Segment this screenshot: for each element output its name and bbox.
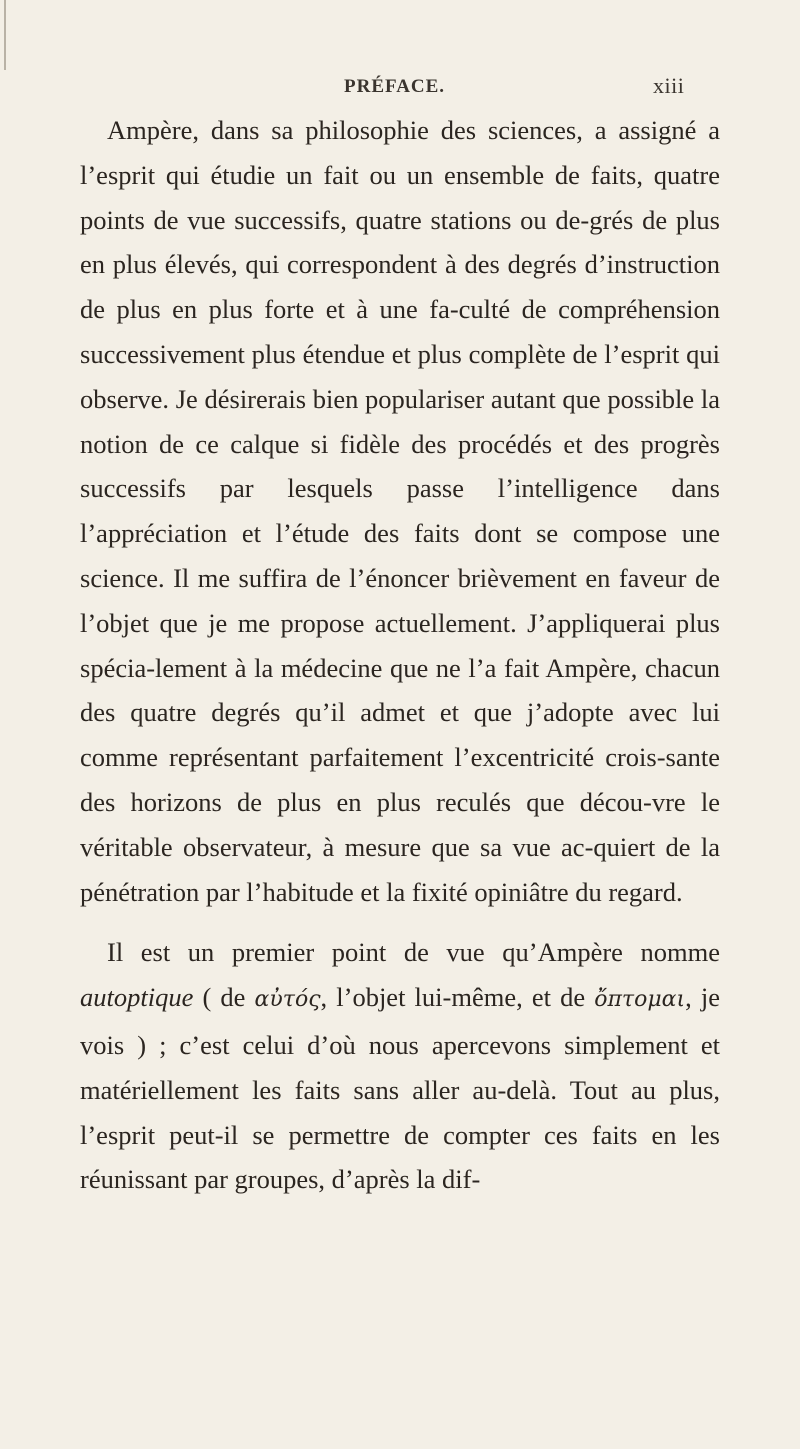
page-edge-line bbox=[4, 0, 6, 70]
running-title: PRÉFACE. bbox=[344, 76, 446, 97]
paragraph-2-gloss: , l’objet lui-même, et de bbox=[320, 982, 595, 1013]
page-number: xiii bbox=[653, 73, 685, 98]
greek-word-autos: αὐτός bbox=[254, 987, 321, 1013]
paragraph-2-rest: , je vois ) ; c’est celui d’où nous apercevons simplement et matériellement les faits sans aller au-delà. Tout au plus, l’esprit peut-il se permettre de compter ces faits en les réunissant par groupes, d’après la dif- bbox=[80, 982, 720, 1195]
greek-word-optomai: ὄπτομαι bbox=[594, 987, 686, 1013]
term-autoptique: autoptique bbox=[80, 982, 194, 1013]
paragraph-2-paren-open: ( de bbox=[193, 982, 255, 1013]
paragraph-2 bbox=[80, 930, 720, 1202]
paragraph-2-intro: Il est un premier point de vue qu’Ampère nomme bbox=[107, 937, 720, 968]
body-text bbox=[80, 108, 720, 1202]
running-head bbox=[0, 73, 800, 106]
paragraph-1: Ampère, dans sa philosophie des sciences, a assigné a l’esprit qui étudie un fait ou un ensemble de faits, quatre points de vue successifs, quatre stations ou de-grés de plus en plus élevés, qui correspondent à des degrés d’instruction de plus en plus forte et à une fa-culté de compréhension successivement plus étendue et plus complète de l’esprit qui observe. Je désirerais bien populariser autant que possible la notion de ce calque si fidèle des procédés et des progrès successifs par lesquels passe l’intelligence dans l’appréciation et l’étude des faits dont se compose une science. Il me suffira de l’énoncer brièvement en faveur de l’objet que je me propose actuellement. J’appliquerai plus spécia-lement à la médecine que ne l’a fait Ampère, chacun des quatre degrés qu’il admet et que j’adopte avec lui comme représentant parfaitement l’excentricité crois-sante des horizons de plus en plus reculés que décou-vre le véritable observateur, à mesure que sa vue ac-quiert de la pénétration par l’habitude et la fixité opiniâtre du regard. bbox=[80, 115, 720, 907]
